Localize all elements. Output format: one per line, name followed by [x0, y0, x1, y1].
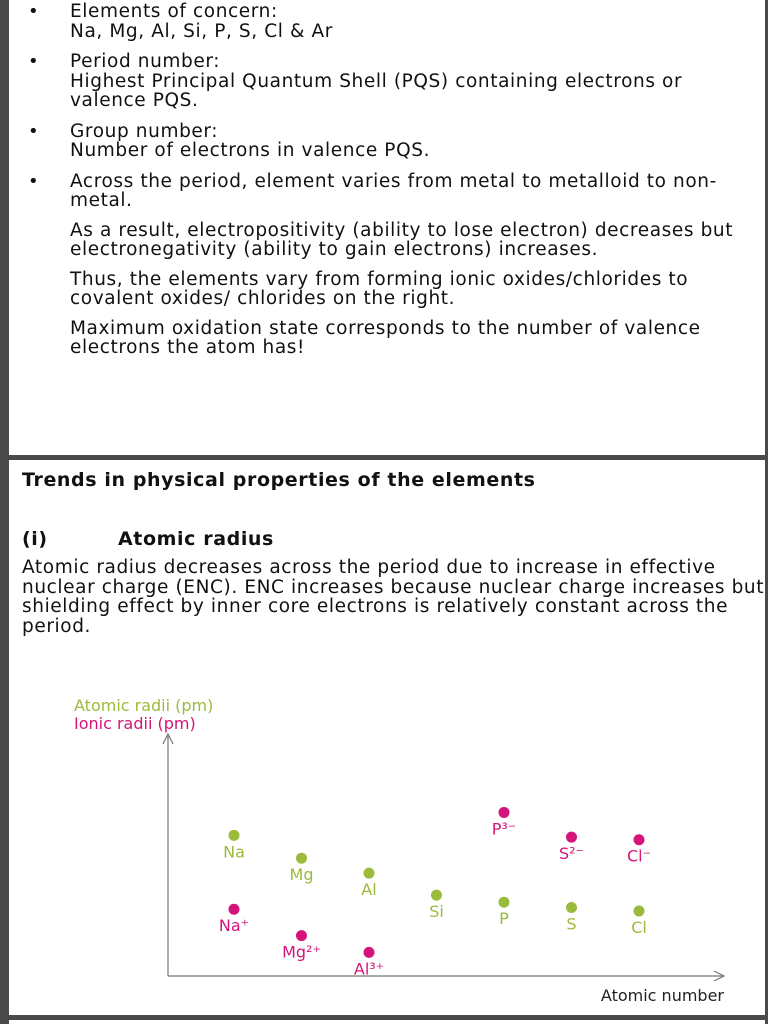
x-axis-label: Atomic number: [600, 986, 724, 1005]
point-label-ionic-na: Na⁺: [218, 916, 250, 936]
bullet-marker: •: [28, 120, 40, 142]
point-label-atomic-p: P: [499, 909, 509, 929]
bullet-marker: •: [28, 1, 40, 22]
item-paragraph: Maximum oxidation state corresponds to the number of valence electrons the atom has!: [70, 317, 701, 358]
data-point-ionic-p: [499, 807, 510, 818]
list-item: [28, 172, 763, 358]
data-point-ionic-cl: [634, 834, 645, 845]
legend-atomic-radii: Atomic radii (pm): [74, 696, 214, 715]
list-item: [28, 2, 763, 41]
item-text: Na, Mg, Al, Si, P, S, Cl & Ar: [70, 20, 333, 42]
point-label-atomic-na: Na: [223, 842, 245, 862]
list-item: [28, 52, 763, 111]
point-label-atomic-cl: Cl: [631, 918, 647, 937]
list-item: [28, 122, 763, 161]
legend-ionic-radii: Ionic radii (pm): [74, 714, 196, 733]
item-text: Highest Principal Quantum Shell (PQS) containing electrons or valence PQS.: [70, 70, 683, 111]
data-point-atomic-mg: [296, 853, 307, 864]
subheading-title: Atomic radius: [118, 528, 274, 550]
point-label-ionic-al: Al³⁺: [353, 959, 385, 979]
point-label-ionic-s: S²⁻: [558, 844, 585, 864]
section-title: Trends in physical properties of the elements: [22, 469, 536, 491]
subheading: [22, 528, 274, 550]
data-point-ionic-s: [566, 832, 577, 843]
body-paragraph: Atomic radius decreases across the period due to increase in effective nuclear charge (ENC). ENC increases because nuclear charge increases but shielding effect by inner core electrons is relatively constant across the period.: [22, 557, 765, 637]
chart-marks: [219, 807, 651, 978]
data-point-atomic-s: [566, 902, 577, 913]
data-point-atomic-cl: [634, 906, 645, 917]
bullet-list: [28, 2, 763, 369]
data-point-atomic-na: [229, 830, 240, 841]
item-heading: Group number:: [70, 120, 219, 142]
data-point-atomic-si: [431, 890, 442, 901]
radius-chart: [0, 690, 768, 1015]
point-label-ionic-mg: Mg²⁺: [282, 942, 321, 962]
item-paragraph: Across the period, element varies from metal to metalloid to non-metal.: [70, 170, 717, 211]
data-point-atomic-p: [499, 897, 510, 908]
item-heading: Period number:: [70, 51, 221, 72]
item-heading: Elements of concern:: [70, 1, 278, 22]
point-label-atomic-mg: Mg: [289, 865, 314, 885]
point-label-atomic-si: Si: [429, 902, 444, 922]
point-label-ionic-p: P³⁻: [491, 819, 517, 839]
item-paragraph: Thus, the elements vary from forming ionic oxides/chlorides to covalent oxides/ chlorides on the right.: [70, 268, 689, 309]
data-point-atomic-al: [364, 868, 375, 879]
point-label-atomic-s: S: [566, 914, 577, 934]
subheading-number: (i): [22, 528, 48, 550]
bullet-marker: •: [28, 51, 40, 72]
section-divider: [0, 455, 768, 460]
bottom-divider: [0, 1015, 768, 1020]
data-point-ionic-mg: [296, 930, 307, 941]
bullet-marker: •: [28, 170, 40, 192]
item-paragraph: As a result, electropositivity (ability to lose electron) decreases but electronegativity (ability to gain electrons) increases.: [70, 219, 734, 260]
point-label-atomic-al: Al: [361, 880, 377, 900]
item-text: Number of electrons in valence PQS.: [70, 140, 431, 161]
data-point-ionic-al: [364, 947, 375, 958]
point-label-ionic-cl: Cl⁻: [626, 846, 652, 866]
data-point-ionic-na: [229, 904, 240, 915]
